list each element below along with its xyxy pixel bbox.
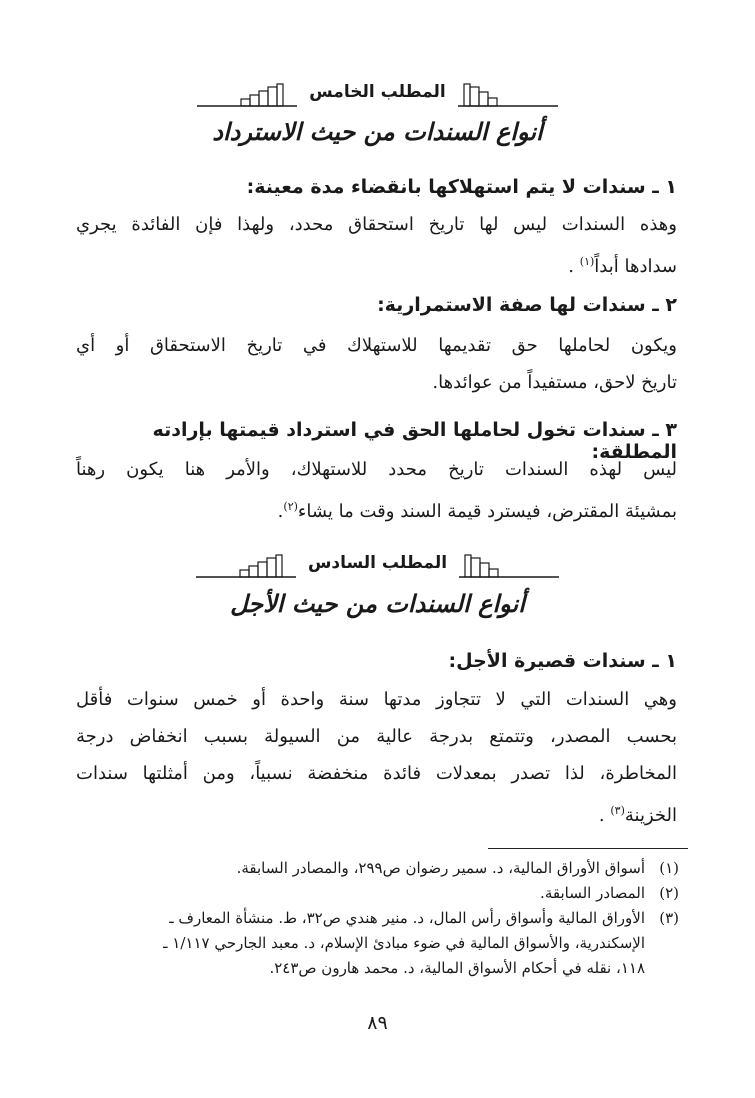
footnote-ref: (٢) [283,500,298,513]
footnote-line: ١١٨، نقله في أحكام الأسواق المالية، د. محمد هارون ص٢٤٣. [269,959,645,977]
section-5-label: المطلب الخامس [309,82,446,102]
footnote-number: (٣) [659,909,679,927]
footnote-number: (١) [659,859,679,877]
period: . [598,805,605,826]
right-stair-ornament [458,82,558,108]
text-run: بمشيئة المقترض، فيسترد قيمة السند وقت ما يشاء [297,501,677,522]
paragraph [76,327,677,401]
footnote [70,856,679,881]
section-6-label: المطلب السادس [307,553,448,573]
footnote-ref: (٣) [610,804,625,817]
text-line: ويكون لحاملها حق تقديمها للاستهلاك في تاريخ الاستحقاق أو أي [76,335,677,356]
footnote-text [70,906,645,981]
footnote-text [70,881,645,906]
footnote [70,906,679,981]
item-heading: ٢ ـ سندات لها صفة الاستمرارية: [377,294,677,316]
section-6-title: أنواع السندات من حيث الأجل [230,590,525,618]
text-line: المخاطرة، لذا تصدر بمعدلات فائدة منخفضة نسبياً، ومن أمثلتها سندات [76,763,677,784]
footnote-ref: (١) [579,255,595,268]
text-line [76,792,677,834]
left-stair-ornament [197,82,297,108]
text-line: ليس لهذه السندات تاريخ محدد للاستهلاك، والأمر هنا يكون رهناً [76,459,677,480]
section-5-title: أنواع السندات من حيث الاسترداد [212,118,543,146]
page-number: ٨٩ [367,1012,388,1034]
section-6-header [0,546,755,586]
paragraph [76,451,677,530]
text-run: سدادها أبداً [594,256,677,277]
footnote-line: الإسكندرية، والأسواق المالية في ضوء مبادئ الإسلام، د. معبد الجارحي ١/١١٧ ـ [163,934,645,952]
text-line: بحسب المصدر، وتتمتع بدرجة عالية من السيولة بسبب انخفاض درجة [76,726,677,747]
item-heading: ١ ـ سندات قصيرة الأجل: [448,650,677,672]
period: . [568,256,575,277]
footnote-text [70,856,645,881]
section-5-header [0,75,755,115]
footnote [70,881,679,906]
item-heading: ٣ ـ سندات تخول لحاملها الحق في استرداد قيمتها بإرادته المطلقة: [152,419,677,463]
footnote-line: أسواق الأوراق المالية، د. سمير رضوان ص٢٩٩، والمصادر السابقة. [236,859,645,877]
item-heading: ١ ـ سندات لا يتم استهلاكها بانقضاء مدة معينة: [246,176,677,198]
left-stair-ornament [196,553,296,579]
paragraph [76,681,677,834]
text-line: وهذه السندات ليس لها تاريخ استحقاق محدد، ولهذا فإن الفائدة يجري [76,214,677,235]
text-run: الخزينة [624,805,677,826]
footnote-number: (٢) [659,884,679,902]
period: . [277,501,284,522]
right-stair-ornament [459,553,559,579]
footnote-line: الأوراق المالية وأسواق رأس المال، د. منير هندي ص٣٢، ط. منشأة المعارف ـ [169,909,645,927]
text-line: تاريخ لاحق، مستفيداً من عوائدها. [432,372,677,393]
footnotes [70,856,679,981]
text-line: وهي السندات التي لا تتجاوز مدتها سنة واحدة أو خمس سنوات فأقل [76,689,677,710]
paragraph [76,206,677,285]
footnote-divider [488,848,688,849]
footnote-line: المصادر السابقة. [540,884,645,902]
text-line [76,488,677,530]
text-line [76,243,677,285]
